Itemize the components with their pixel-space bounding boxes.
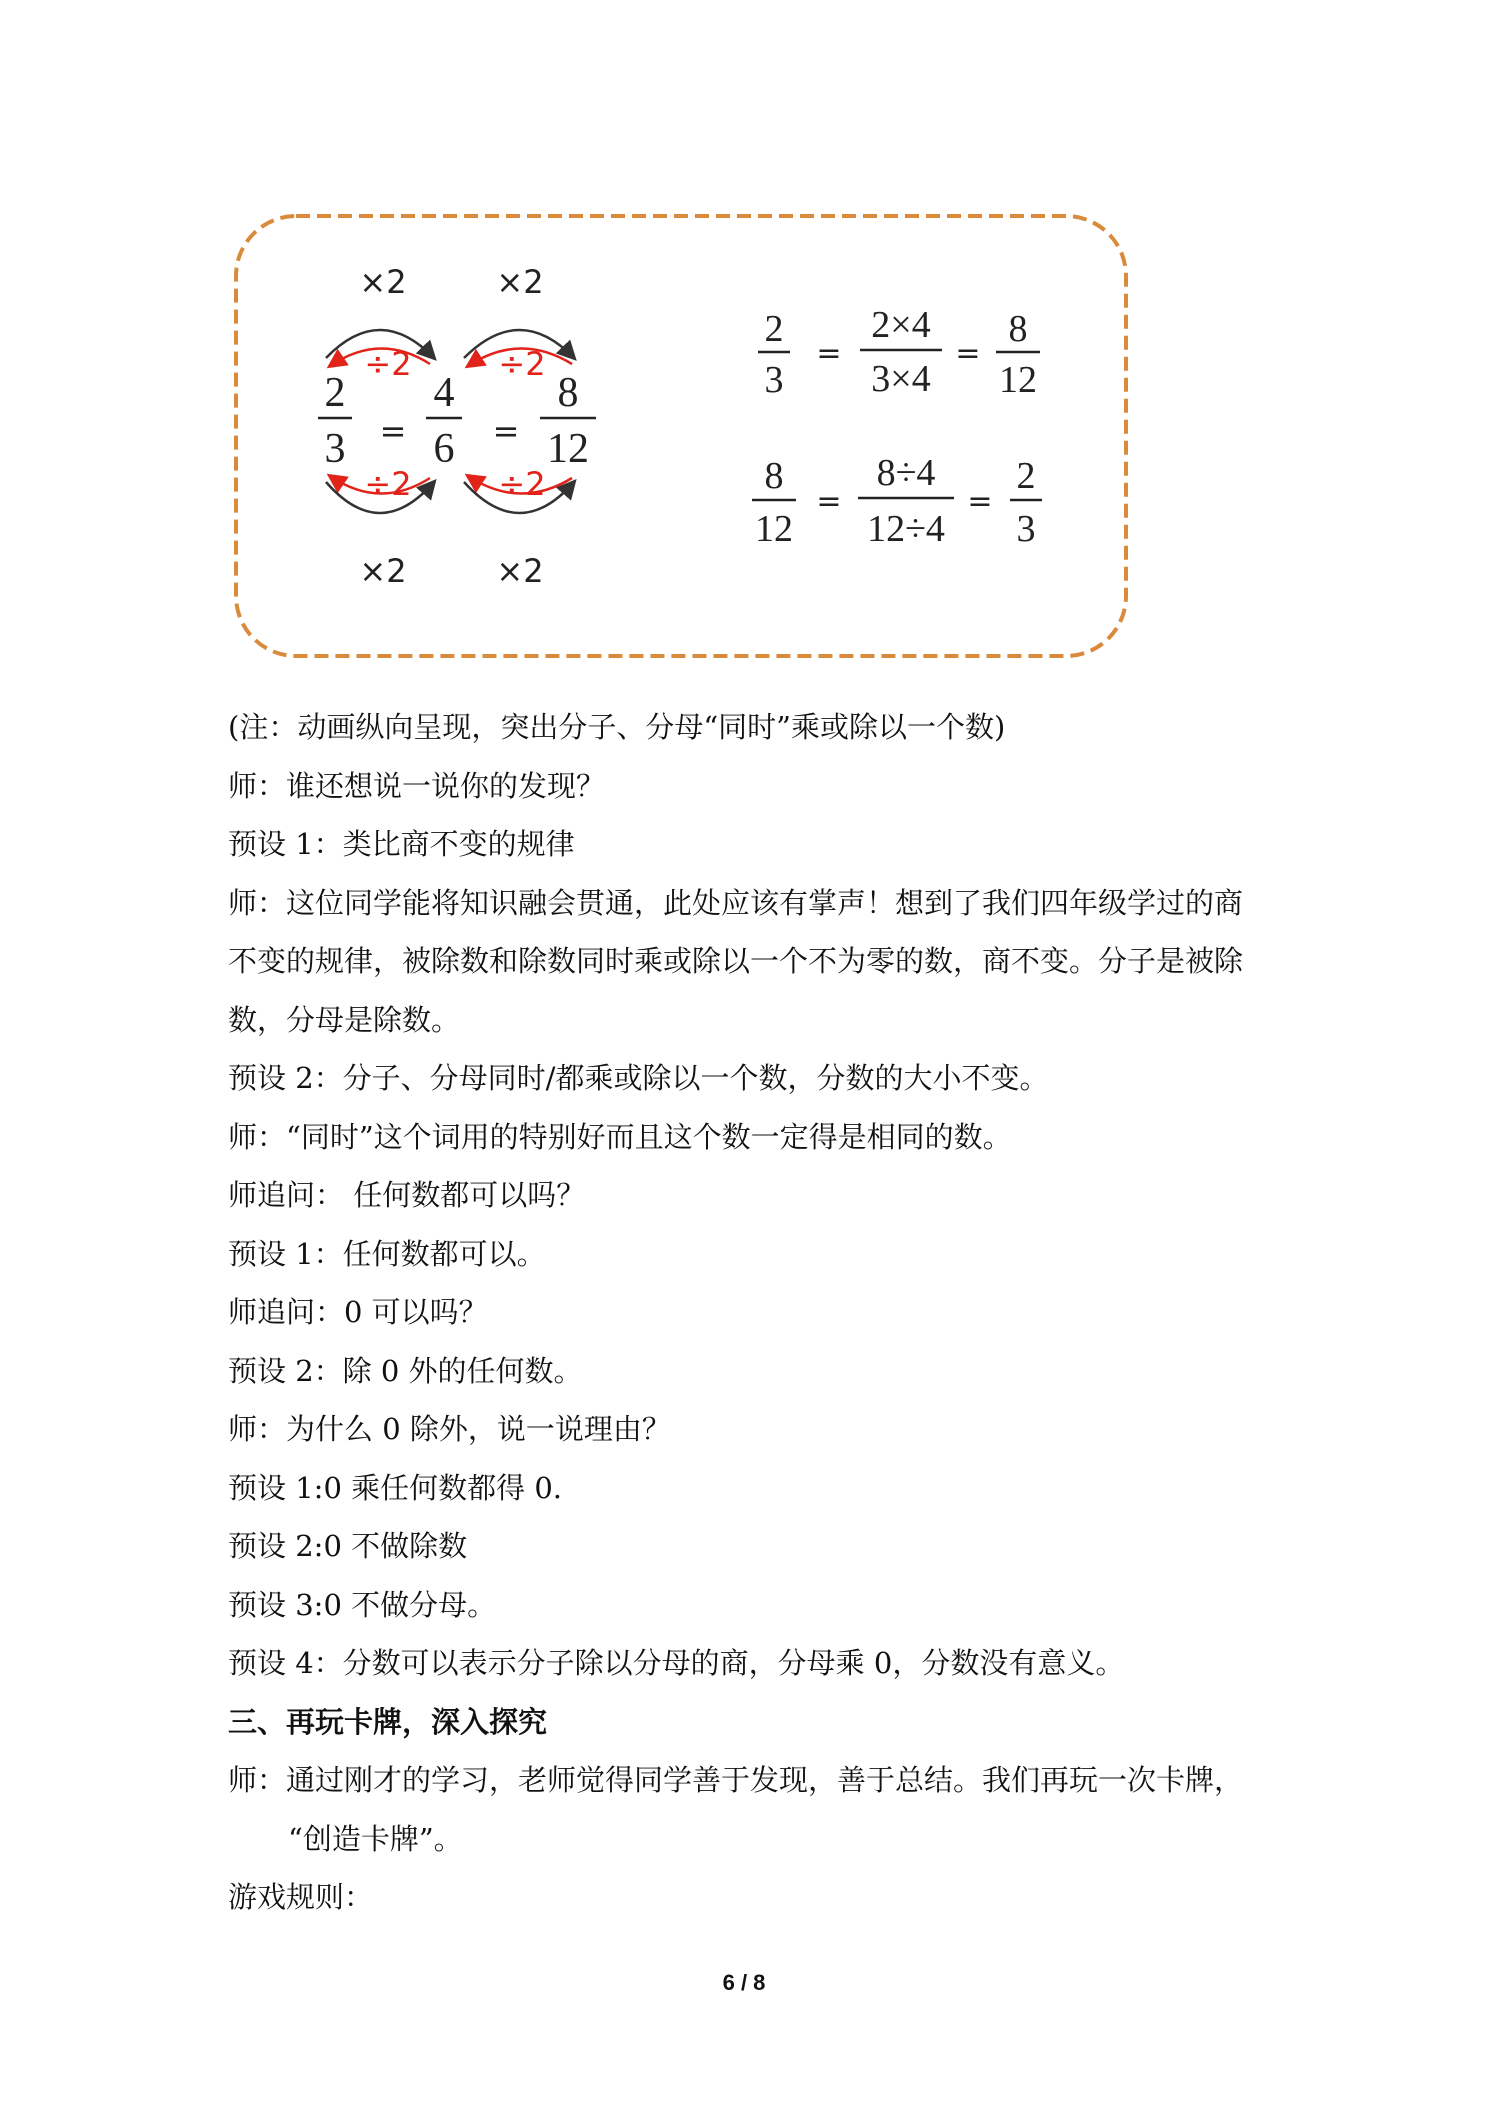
body-line: 不变的规律，被除数和除数同时乘或除以一个不为零的数，商不变。分子是被除	[228, 944, 1244, 978]
body-line: 游戏规则：	[228, 1880, 374, 1914]
eq2-frac-1-den: 12	[755, 508, 793, 550]
body-line: 预设 1:0 乘任何数都得 0.	[228, 1470, 562, 1505]
fraction-figure	[228, 210, 1136, 662]
left-frac-1-num: 2	[324, 370, 346, 416]
body-line: 预设 2：除 0 外的任何数。	[228, 1353, 583, 1388]
body-line: “创造卡牌”。	[288, 1821, 463, 1856]
eq2-frac-2-den: 12÷4	[867, 508, 945, 550]
eq2-frac-3-den: 3	[1016, 508, 1036, 550]
left-frac-1-den: 3	[324, 426, 346, 472]
eq2-frac-1-num: 8	[764, 455, 784, 497]
note-line: (注：动画纵向呈现，突出分子、分母“同时”乘或除以一个数)	[228, 710, 1006, 744]
eq1-frac-2-num: 2×4	[871, 304, 931, 346]
body-line: 数，分母是除数。	[228, 1002, 461, 1037]
body-line: 预设 4：分数可以表示分子除以分母的商，分母乘 0，分数没有意义。	[228, 1646, 1125, 1680]
section-heading: 三、再玩卡牌，深入探究	[228, 1704, 548, 1739]
eq1-frac-1-den: 3	[764, 359, 784, 401]
mul-top-1: ×2	[359, 263, 407, 301]
eq2-frac-3-num: 2	[1016, 455, 1036, 497]
body-line: 师：为什么 0 除外，说一说理由？	[228, 1412, 671, 1446]
body-line: 师：谁还想说一说你的发现？	[228, 768, 606, 803]
eq1-frac-1-num: 2	[764, 308, 784, 350]
eq2-equals-1: =	[816, 484, 842, 519]
eq1-frac-3-den: 12	[999, 359, 1037, 401]
left-frac-3-den: 12	[547, 426, 589, 472]
body-line: 预设 1：类比商不变的规律	[228, 827, 575, 861]
div-top-1: ÷2	[364, 345, 412, 383]
body-line: 师追问： 任何数都可以吗？	[228, 1178, 586, 1212]
left-frac-2-den: 6	[433, 426, 455, 472]
body-line: 师追问：0 可以吗？	[228, 1295, 488, 1329]
mul-top-2: ×2	[496, 263, 544, 301]
mul-bottom-2: ×2	[496, 552, 544, 590]
eq1-frac-3-num: 8	[1008, 308, 1028, 350]
body-line: 预设 2:0 不做除数	[228, 1529, 468, 1563]
left-diagram	[318, 263, 596, 590]
body-line: 师：这位同学能将知识融会贯通，此处应该有掌声！想到了我们四年级学过的商	[228, 885, 1244, 920]
body-line: 预设 2：分子、分母同时/都乘或除以一个数，分数的大小不变。	[228, 1061, 1049, 1095]
eq1-frac-2-den: 3×4	[871, 358, 931, 400]
eq2-frac-2-num: 8÷4	[876, 452, 936, 494]
body-line: 师：“同时”这个词用的特别好而且这个数一定得是相同的数。	[228, 1119, 1012, 1154]
left-frac-3-num: 8	[557, 370, 579, 416]
div-bottom-1: ÷2	[364, 465, 412, 503]
body-line: 预设 1：任何数都可以。	[228, 1236, 546, 1271]
eq2-equals-2: =	[967, 484, 993, 519]
right-equations	[752, 304, 1042, 550]
left-equals-2: =	[492, 412, 520, 450]
div-bottom-2: ÷2	[498, 465, 546, 503]
body-line: 预设 3:0 不做分母。	[228, 1587, 497, 1622]
mul-bottom-1: ×2	[359, 552, 407, 590]
body-line: 师：通过刚才的学习，老师觉得同学善于发现，善于总结。我们再玩一次卡牌，	[228, 1763, 1244, 1797]
eq1-equals-2: =	[955, 336, 981, 371]
left-equals-1: =	[379, 412, 407, 450]
eq1-equals-1: =	[816, 336, 842, 371]
left-frac-2-num: 4	[433, 370, 455, 416]
page-number: 6 / 8	[722, 1970, 766, 1995]
div-top-2: ÷2	[498, 345, 546, 383]
document-body	[228, 698, 1278, 1927]
